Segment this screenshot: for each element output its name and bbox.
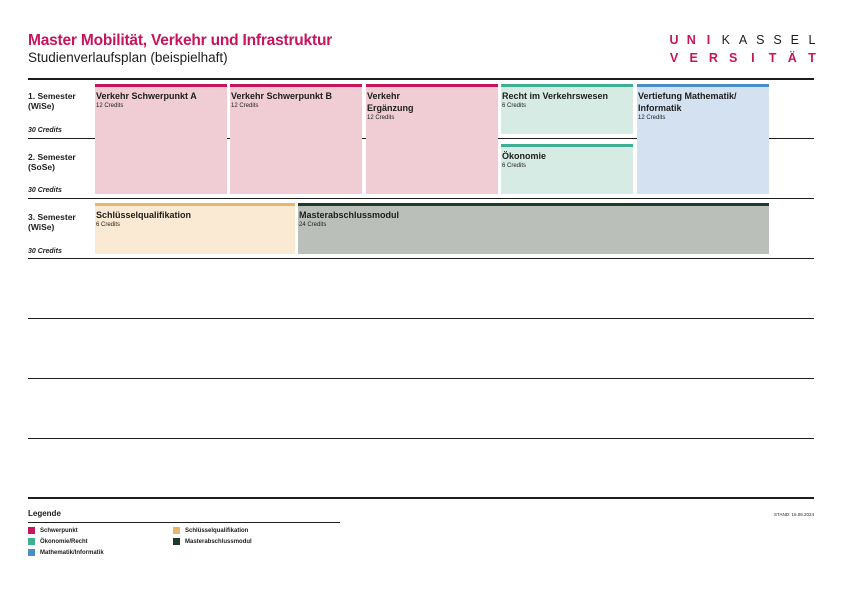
footer-divider	[28, 497, 814, 499]
logo-letter: E	[790, 33, 799, 47]
semester-credits: 30 Credits	[28, 127, 62, 134]
legend-item: Ökonomie/Recht	[28, 538, 88, 545]
legend-swatch	[28, 538, 35, 545]
logo-letter: E	[689, 51, 698, 65]
university-logo	[668, 31, 818, 67]
row-divider	[28, 318, 814, 319]
legend-divider	[28, 522, 340, 523]
row-divider	[28, 378, 814, 379]
header-divider	[28, 78, 814, 80]
module-oekonomie: Ökonomie 6 Credits	[501, 144, 633, 194]
module-verkehr-schwerpunkt-a: Verkehr Schwerpunkt A 12 Credits	[95, 84, 227, 194]
legend-item: Mathematik/Informatik	[28, 549, 104, 556]
logo-letter: V	[669, 51, 679, 65]
logo-letter: R	[708, 51, 718, 65]
semester-credits: 30 Credits	[28, 248, 62, 255]
logo-row-top	[668, 31, 818, 49]
module-verkehr-ergaenzung: Verkehr Ergänzung 12 Credits	[366, 84, 498, 194]
row-divider	[28, 198, 814, 199]
logo-row-bottom	[668, 49, 818, 67]
module-recht-im-verkehrswesen: Recht im Verkehrswesen 6 Credits	[501, 84, 633, 134]
page-subtitle: Studienverlaufsplan (beispielhaft)	[28, 50, 228, 65]
module-verkehr-schwerpunkt-b: Verkehr Schwerpunkt B 12 Credits	[230, 84, 362, 194]
legend-swatch	[173, 527, 180, 534]
stand-date: STAND: 15.08.2024	[774, 512, 814, 517]
logo-letter: K	[721, 33, 730, 47]
row-divider	[28, 258, 814, 259]
logo-letter: Ä	[787, 51, 797, 65]
legend-item: Schwerpunkt	[28, 527, 78, 534]
legend-swatch	[173, 538, 180, 545]
logo-letter: T	[808, 51, 816, 65]
logo-letter: S	[773, 33, 782, 47]
semester-label: 2. Semester (SoSe)	[28, 152, 76, 172]
legend-title: Legende	[28, 509, 61, 518]
logo-letter: U	[669, 33, 679, 47]
module-masterabschlussmodul: Masterabschlussmodul 24 Credits	[298, 203, 769, 254]
logo-letter: L	[808, 33, 816, 47]
legend-item: Schlüsselqualifikation	[173, 527, 248, 534]
row-divider	[28, 438, 814, 439]
legend-swatch	[28, 527, 35, 534]
logo-letter: S	[756, 33, 765, 47]
logo-letter: T	[768, 51, 777, 65]
module-vertiefung-mathematik: Vertiefung Mathematik/ Informatik 12 Credits	[637, 84, 769, 194]
page-title: Master Mobilität, Verkehr und Infrastruktur	[28, 32, 333, 49]
logo-letter: I	[706, 33, 711, 47]
logo-letter: N	[686, 33, 696, 47]
logo-letter: I	[751, 51, 755, 65]
logo-letter: A	[738, 33, 748, 47]
logo-letter: S	[728, 51, 738, 65]
semester-label: 1. Semester (WiSe)	[28, 91, 76, 111]
semester-credits: 30 Credits	[28, 187, 62, 194]
legend-swatch	[28, 549, 35, 556]
module-schluesselqualifikation: Schlüsselqualifikation 6 Credits	[95, 203, 295, 254]
legend-item: Masterabschlussmodul	[173, 538, 252, 545]
semester-label: 3. Semester (WiSe)	[28, 212, 76, 232]
